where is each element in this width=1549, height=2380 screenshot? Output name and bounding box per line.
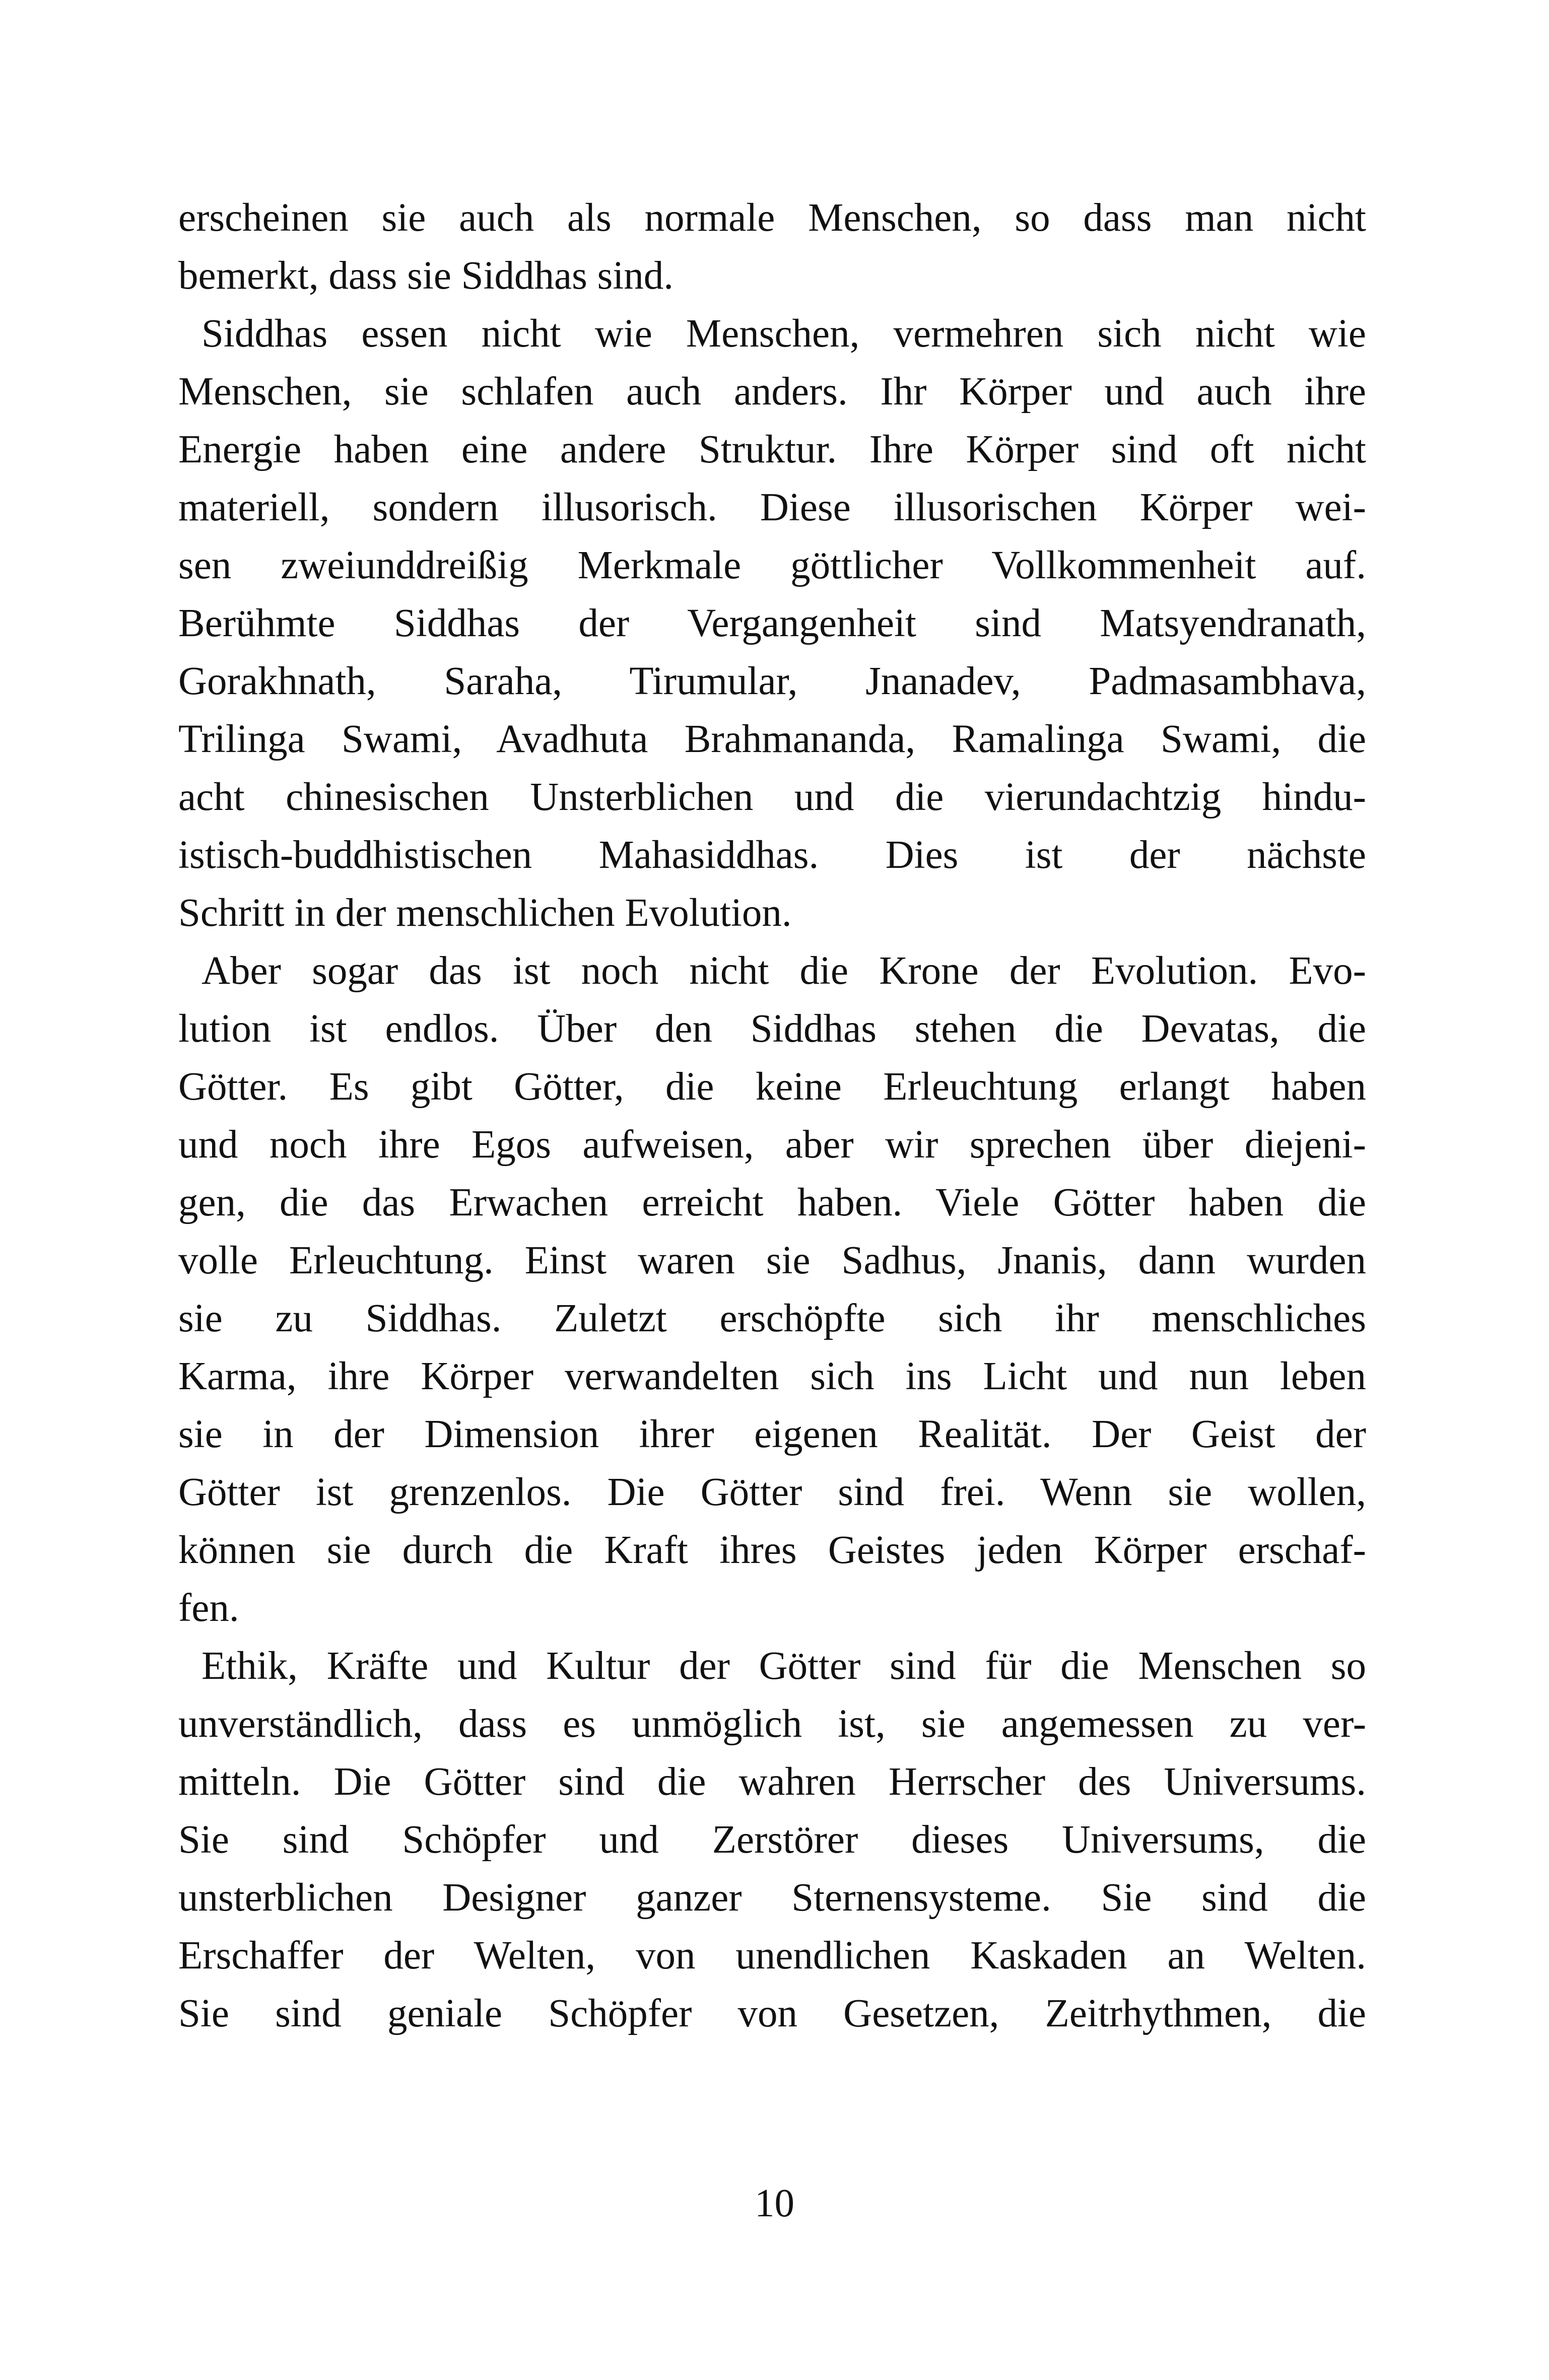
text-line: gen, die das Erwachen erreicht haben. Viele Götter haben die (178, 1181, 1366, 1225)
text-line: Schritt in der menschlichen Evolution. (178, 891, 792, 935)
text-line: fen. (178, 1586, 239, 1630)
text-line: acht chinesischen Unsterblichen und die vierundachtzig hindu- (178, 775, 1366, 819)
text-line: sie zu Siddhas. Zuletzt erschöpfte sich ihr menschliches (178, 1297, 1366, 1340)
text-line: volle Erleuchtung. Einst waren sie Sadhus, Jnanis, dann wurden (178, 1239, 1366, 1282)
text-line: Trilinga Swami, Avadhuta Brahmananda, Ramalinga Swami, die (178, 717, 1366, 761)
text-line: unsterblichen Designer ganzer Sternensysteme. Sie sind die (178, 1876, 1366, 1920)
text-line: bemerkt, dass sie Siddhas sind. (178, 254, 674, 298)
text-line: Siddhas essen nicht wie Menschen, vermehren sich nicht wie (201, 312, 1366, 356)
text-line: mitteln. Die Götter sind die wahren Herrscher des Universums. (178, 1760, 1366, 1804)
text-line: sie in der Dimension ihrer eigenen Realität. Der Geist der (178, 1412, 1366, 1456)
text-line: lution ist endlos. Über den Siddhas stehen die Devatas, die (178, 1007, 1366, 1051)
text-line: Karma, ihre Körper verwandelten sich ins Licht und nun leben (178, 1354, 1366, 1398)
text-line: Energie haben eine andere Struktur. Ihre Körper sind oft nicht (178, 428, 1366, 471)
text-line: Aber sogar das ist noch nicht die Krone der Evolution. Evo- (201, 949, 1366, 993)
text-line: und noch ihre Egos aufweisen, aber wir sprechen über diejeni- (178, 1123, 1366, 1167)
page-number: 10 (755, 2182, 794, 2225)
body-text (178, 189, 1366, 2043)
text-line: Sie sind Schöpfer und Zerstörer dieses Universums, die (178, 1818, 1366, 1862)
text-line: istisch-buddhistischen Mahasiddhas. Dies ist der nächste (178, 833, 1366, 877)
text-line: Menschen, sie schlafen auch anders. Ihr Körper und auch ihre (178, 370, 1366, 414)
text-line: Erschaffer der Welten, von unendlichen Kaskaden an Welten. (178, 1934, 1366, 1978)
text-line: materiell, sondern illusorisch. Diese illusorischen Körper wei- (178, 486, 1366, 529)
text-line: sen zweiunddreißig Merkmale göttlicher Vollkommenheit auf. (178, 543, 1366, 587)
text-line: Gorakhnath, Saraha, Tirumular, Jnanadev, Padmasambhava, (178, 659, 1366, 703)
text-line: Ethik, Kräfte und Kultur der Götter sind für die Menschen so (201, 1644, 1366, 1688)
text-line: Berühmte Siddhas der Vergangenheit sind Matsyendranath, (178, 601, 1366, 645)
text-line: Götter. Es gibt Götter, die keine Erleuchtung erlangt haben (178, 1065, 1366, 1109)
text-line: Götter ist grenzenlos. Die Götter sind frei. Wenn sie wollen, (178, 1470, 1366, 1514)
text-line: erscheinen sie auch als normale Menschen, so dass man nicht (178, 196, 1366, 240)
text-line: können sie durch die Kraft ihres Geistes jeden Körper erschaf- (178, 1528, 1366, 1572)
text-line: unverständlich, dass es unmöglich ist, sie angemessen zu ver- (178, 1702, 1366, 1746)
text-line: Sie sind geniale Schöpfer von Gesetzen, Zeitrhythmen, die (178, 1992, 1366, 2035)
